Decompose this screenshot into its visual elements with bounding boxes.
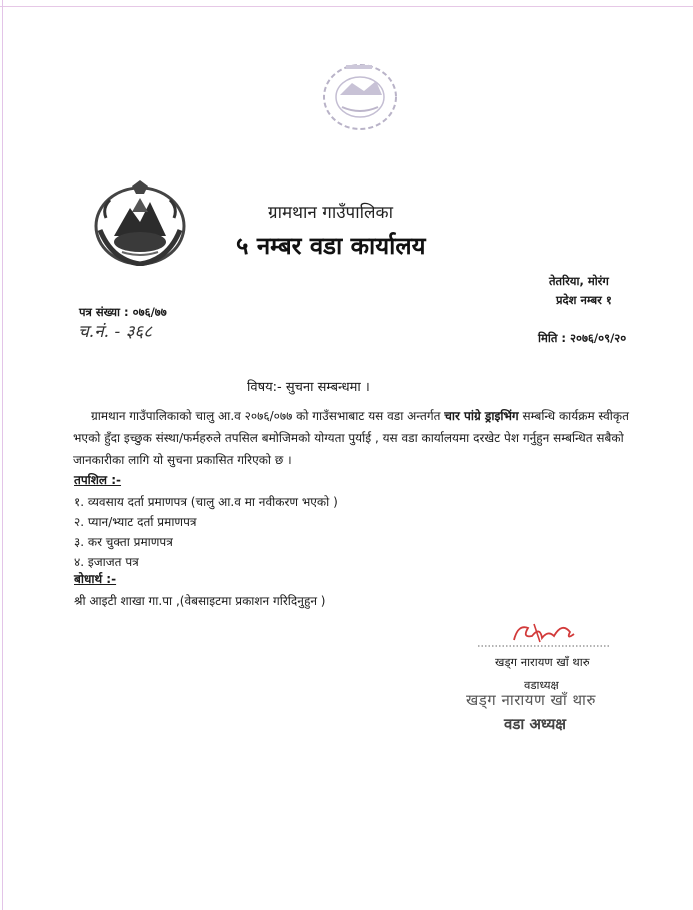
list-item: २. प्यान/भ्याट दर्ता प्रमाणपत्र: [74, 515, 197, 529]
tapashil-heading: तपशिल :-: [74, 473, 122, 487]
signatory-name: खड्ग नारायण खाँ थारु: [495, 655, 590, 669]
bodharth-heading: बोधार्थ :-: [74, 572, 117, 586]
dispatch-number-handwritten: च.नं. - ३६८: [78, 322, 153, 342]
letter-date: मिति : २०७६/०९/२०: [538, 331, 627, 345]
page-edge-top: [0, 6, 693, 7]
name-stamp: खड्ग नारायण खाँ थारु: [466, 691, 596, 709]
notice-body-highlight: चार पांग्रे ड्राइभिंग: [444, 409, 519, 423]
letter-number: पत्र संख्या : ०७६/७७: [79, 305, 167, 319]
designation-stamp: वडा अध्यक्ष: [504, 715, 567, 733]
office-stamp-icon: [312, 55, 412, 135]
subject-line: विषय:- सुचना सम्बन्धमा ।: [247, 380, 370, 395]
handwritten-signature: [478, 616, 610, 650]
list-item: १. व्यवसाय दर्ता प्रमाणपत्र (चालु आ.व मा नवीकरण भएको ): [74, 495, 338, 509]
page-edge-left: [2, 0, 3, 910]
municipality-name: ग्रामथान गाउँपालिका: [268, 203, 393, 223]
bodharth-item: श्री आइटी शाखा गा.पा ,(वेबसाइटमा प्रकाशन गरिदिनुहुन ): [74, 594, 326, 608]
province-number: प्रदेश नम्बर १: [556, 293, 612, 307]
notice-body-part2: सम्बन्धि कार्यक्रम स्वीकृत भएको हुँदा इच्छुक संस्था/फर्महरुले तपसिल बमोजिमको योग्यता पुर्याई , यस वडा कार्यालयमा दरखेट पेश गर्नुहुन सम्बन्धित सबैको जानकारीका लागि यो सुचना प्रकासित गरिएको छ ।: [73, 409, 629, 467]
nepal-emblem-icon: [92, 178, 188, 266]
list-item: ४. इजाजत पत्र: [74, 555, 139, 569]
office-location: तेतरिया, मोरंग: [549, 274, 609, 288]
notice-body-part1: ग्रामथान गाउँपालिकाको चालु आ.व २०७६/०७७ को गाउँसभाबाट यस वडा अन्तर्गत: [91, 409, 445, 423]
list-item: ३. कर चुक्ता प्रमाणपत्र: [74, 535, 173, 549]
ward-office-title: ५ नम्बर वडा कार्यालय: [236, 232, 426, 260]
notice-body: [73, 405, 643, 471]
signatory-title: वडाध्यक्ष: [524, 678, 559, 692]
requirements-list: [74, 492, 338, 572]
